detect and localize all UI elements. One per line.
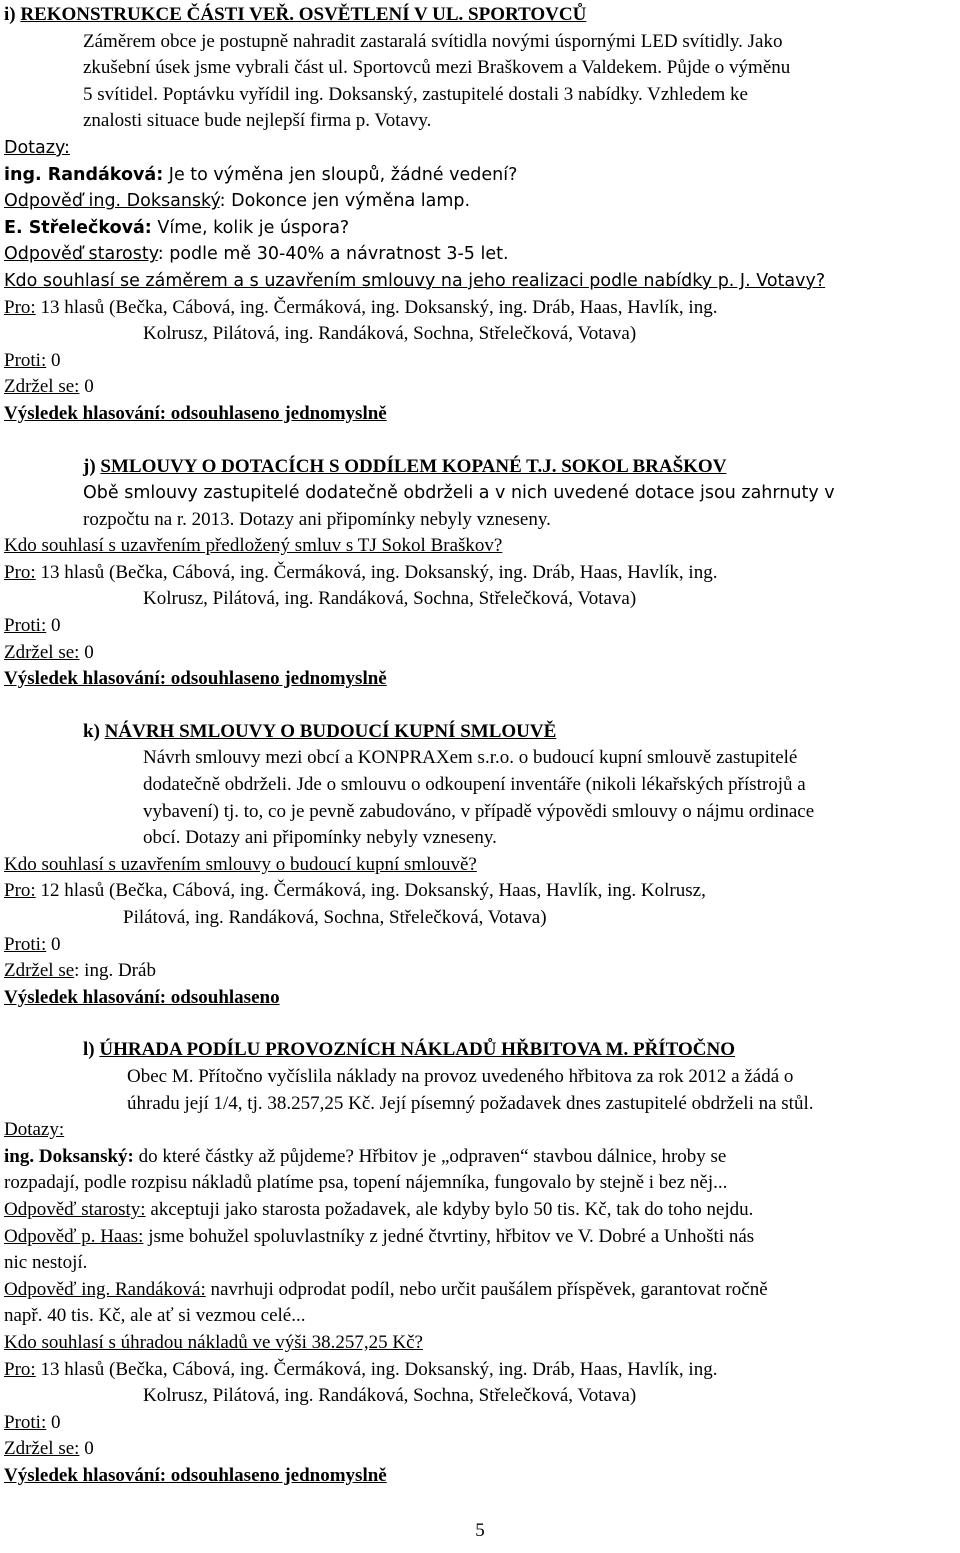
text-run: Víme, kolik je úspora? bbox=[151, 217, 350, 238]
text-run: Výsledek hlasování: odsouhlaseno jednomyslně bbox=[4, 402, 387, 424]
text-line bbox=[4, 1463, 960, 1490]
text-run: : podle mě 30-40% a návratnost 3-5 let. bbox=[157, 244, 509, 265]
text-run: do které částky až půjdeme? Hřbitov je „odpraven“ stavbou dálnice, hroby se bbox=[133, 1145, 727, 1167]
text-run: ing. Doksanský: bbox=[4, 1145, 134, 1167]
text-run: SMLOUVY O DOTACÍCH S ODDÍLEM KOPANÉ T.J. SOKOL BRAŠKOV bbox=[100, 455, 727, 477]
text-run: Pro: bbox=[4, 880, 36, 902]
text-line bbox=[4, 1091, 960, 1118]
text-line bbox=[4, 932, 960, 959]
text-run: 13 hlasů (Bečka, Cábová, ing. Čermáková, ing. Doksanský, ing. Dráb, Haas, Havlík, ing. bbox=[35, 296, 718, 318]
text-run: 0 bbox=[79, 641, 94, 663]
text-run: znalosti situace bude nejlepší firma p. Votavy. bbox=[83, 110, 432, 132]
text-line bbox=[4, 1170, 960, 1197]
text-run: Pro: bbox=[4, 296, 36, 318]
text-run: obcí. Dotazy ani připomínky nebyly vzneseny. bbox=[143, 827, 497, 849]
text-line bbox=[4, 745, 960, 772]
text-line bbox=[4, 321, 960, 348]
text-line bbox=[4, 108, 960, 135]
text-run: E. Střelečková: bbox=[4, 217, 152, 238]
text-run: akceptuji jako starosta požadavek, ale kdyby bylo 50 tis. Kč, tak do toho nejdu. bbox=[145, 1198, 754, 1220]
text-line bbox=[4, 958, 960, 985]
section-spacer bbox=[4, 693, 960, 719]
text-run: Pro: bbox=[4, 561, 36, 583]
text-run: zkušební úsek jsme vybrali část ul. Sportovců mezi Braškovem a Valdekem. Půjde o výměnu bbox=[83, 57, 791, 79]
section-heading bbox=[4, 2, 960, 29]
text-line bbox=[4, 1357, 960, 1384]
text-run: j) bbox=[83, 455, 101, 477]
text-run: Kdo souhlasí s uzavřením předložený smluv s TJ Sokol Braškov? bbox=[4, 535, 503, 557]
text-run: Pro: bbox=[4, 1358, 36, 1380]
text-line bbox=[4, 82, 960, 109]
section-heading bbox=[4, 719, 960, 746]
text-run: Obec M. Přítočno vyčíslila náklady na provoz uvedeného hřbitova za rok 2012 a žádá o bbox=[127, 1065, 794, 1087]
text-line bbox=[4, 852, 960, 879]
text-run: Dotazy: bbox=[4, 137, 70, 158]
text-line bbox=[4, 560, 960, 587]
text-line bbox=[4, 640, 960, 667]
text-run: 0 bbox=[79, 1438, 94, 1460]
text-line bbox=[4, 799, 960, 826]
text-line bbox=[4, 1410, 960, 1437]
section-spacer bbox=[4, 428, 960, 454]
document-body bbox=[4, 2, 960, 1489]
text-run: 0 bbox=[46, 349, 61, 371]
text-line bbox=[4, 268, 960, 295]
text-run: 5 svítidel. Poptávku vyřídil ing. Doksanský, zastupitelé dostali 3 nabídky. Vzhledem ke bbox=[83, 83, 748, 105]
text-run: Kdo souhlasí s úhradou nákladů ve výši 38.257,25 Kč? bbox=[4, 1331, 423, 1353]
text-run: Odpověď p. Haas: bbox=[4, 1225, 144, 1247]
text-run: Kolrusz, Pilátová, ing. Randáková, Sochna, Střelečková, Votava) bbox=[143, 588, 637, 610]
text-run: 0 bbox=[46, 933, 61, 955]
text-line bbox=[4, 985, 960, 1012]
text-run: Dotazy: bbox=[4, 1119, 65, 1141]
text-run: Proti: bbox=[4, 1411, 47, 1433]
text-run: 0 bbox=[46, 1411, 61, 1433]
page-number: 5 bbox=[475, 1520, 485, 1542]
text-line bbox=[4, 1383, 960, 1410]
text-line bbox=[4, 1064, 960, 1091]
text-run: Zdržel se: bbox=[4, 641, 80, 663]
text-line bbox=[4, 135, 960, 162]
text-line bbox=[4, 507, 960, 534]
text-line bbox=[4, 533, 960, 560]
text-run: úhradu její 1/4, tj. 38.257,25 Kč. Její písemný požadavek dnes zastupitelé obdrželi na stůl. bbox=[127, 1092, 814, 1114]
text-run: Odpověď ing. Randáková: bbox=[4, 1278, 206, 1300]
text-line bbox=[4, 215, 960, 242]
text-line bbox=[4, 1330, 960, 1357]
text-line bbox=[4, 1197, 960, 1224]
text-line bbox=[4, 1250, 960, 1277]
text-run: např. 40 tis. Kč, ale ať si vezmou celé... bbox=[4, 1305, 306, 1327]
text-line bbox=[4, 1303, 960, 1330]
section-spacer bbox=[4, 1011, 960, 1037]
text-run: Kdo souhlasí se záměrem a s uzavřením smlouvy na jeho realizaci podle nabídky p. J. Votavy? bbox=[4, 270, 826, 291]
text-run: Proti: bbox=[4, 615, 47, 637]
text-run: jsme bohužel spoluvlastníky z jedné čtvrtiny, hřbitov ve V. Dobré a Unhošti nás bbox=[143, 1225, 755, 1247]
section-l bbox=[4, 1037, 960, 1489]
text-line bbox=[4, 1144, 960, 1171]
text-run: Zdržel se bbox=[4, 960, 75, 982]
text-run: 13 hlasů (Bečka, Cábová, ing. Čermáková, ing. Doksanský, ing. Dráb, Haas, Havlík, ing. bbox=[35, 561, 718, 583]
text-run: rozpadají, podle rozpisu nákladů platíme psa, topení nájemníka, fungovalo by stejně i bez něj... bbox=[4, 1172, 728, 1194]
text-run: Odpověď starosty bbox=[4, 244, 158, 265]
text-line bbox=[4, 586, 960, 613]
text-line bbox=[4, 188, 960, 215]
text-line bbox=[4, 1436, 960, 1463]
text-run: 0 bbox=[46, 615, 61, 637]
text-run: Zdržel se: bbox=[4, 1438, 80, 1460]
text-run: Zdržel se: bbox=[4, 376, 80, 398]
text-line bbox=[4, 162, 960, 189]
text-run: Pilátová, ing. Randáková, Sochna, Střelečková, Votava) bbox=[123, 907, 547, 928]
text-run: ing. Randáková: bbox=[4, 164, 164, 185]
text-run: Kdo souhlasí s uzavřením smlouvy o budoucí kupní smlouvě? bbox=[4, 853, 477, 875]
text-line bbox=[4, 295, 960, 322]
text-run: Odpověď starosty: bbox=[4, 1198, 146, 1220]
text-run: Výsledek hlasování: odsouhlaseno bbox=[4, 986, 280, 1008]
text-run: REKONSTRUKCE ČÁSTI VEŘ. OSVĚTLENÍ V UL. SPORTOVCŮ bbox=[20, 4, 587, 25]
text-run: Kolrusz, Pilátová, ing. Randáková, Sochna, Střelečková, Votava) bbox=[143, 1385, 637, 1407]
text-run: ÚHRADA PODÍLU PROVOZNÍCH NÁKLADŮ HŘBITOVA M. PŘÍTOČNO bbox=[99, 1039, 736, 1061]
text-line bbox=[4, 29, 960, 56]
text-run: Odpověď ing. Doksanský bbox=[4, 191, 220, 212]
text-line bbox=[4, 374, 960, 401]
text-run: nic nestojí. bbox=[4, 1252, 88, 1274]
text-run: Výsledek hlasování: odsouhlaseno jednomyslně bbox=[4, 1464, 387, 1486]
section-heading bbox=[4, 1037, 960, 1064]
text-run: 12 hlasů (Bečka, Cábová, ing. Čermáková, ing. Doksanský, Haas, Havlík, ing. Kolrusz, bbox=[35, 880, 706, 902]
text-run: Proti: bbox=[4, 349, 47, 371]
text-run: 13 hlasů (Bečka, Cábová, ing. Čermáková, ing. Doksanský, ing. Dráb, Haas, Havlík, ing. bbox=[35, 1358, 718, 1380]
text-line bbox=[4, 772, 960, 799]
text-line bbox=[4, 348, 960, 375]
text-run: Výsledek hlasování: odsouhlaseno jednomyslně bbox=[4, 668, 387, 690]
text-run: : Dokonce jen výměna lamp. bbox=[219, 191, 471, 212]
text-run: Je to výměna jen sloupů, žádné vedení? bbox=[163, 164, 518, 185]
text-line bbox=[4, 905, 960, 932]
section-j bbox=[4, 454, 960, 693]
text-run: Obě smlouvy zastupitelé dodatečně obdrželi a v nich uvedené dotace jsou zahrnuty v bbox=[83, 483, 835, 504]
section-heading bbox=[4, 454, 960, 481]
text-line bbox=[4, 666, 960, 693]
text-line bbox=[4, 55, 960, 82]
text-run: rozpočtu na r. 2013. Dotazy ani připomínky nebyly vzneseny. bbox=[83, 508, 551, 530]
section-i bbox=[4, 2, 960, 428]
section-k bbox=[4, 719, 960, 1012]
text-line bbox=[4, 241, 960, 268]
text-run: NÁVRH SMLOUVY O BUDOUCÍ KUPNÍ SMLOUVĚ bbox=[104, 720, 557, 742]
text-run: dodatečně obdrželi. Jde o smlouvu o odkoupení inventáře (nikoli lékařských přístrojů a bbox=[143, 774, 806, 796]
text-run: Proti: bbox=[4, 933, 47, 955]
text-run: l) bbox=[83, 1039, 100, 1061]
text-line bbox=[4, 825, 960, 852]
text-run: vybavení) tj. to, co je pevně zabudováno, v případě výpovědi smlouvy o nájmu ordinace bbox=[143, 800, 815, 822]
text-line bbox=[4, 1224, 960, 1251]
text-run: i) bbox=[4, 4, 21, 25]
text-run: navrhuji odprodat podíl, nebo určit paušálem příspěvek, garantovat ročně bbox=[205, 1278, 768, 1300]
text-line bbox=[4, 878, 960, 905]
text-line bbox=[4, 1117, 960, 1144]
text-run: : ing. Dráb bbox=[74, 960, 156, 982]
text-line bbox=[4, 613, 960, 640]
text-run: Návrh smlouvy mezi obcí a KONPRAXem s.r.o. o budoucí kupní smlouvě zastupitelé bbox=[143, 747, 798, 769]
text-line bbox=[4, 401, 960, 428]
text-line bbox=[4, 1277, 960, 1304]
text-line bbox=[4, 480, 960, 507]
text-run: 0 bbox=[79, 376, 94, 398]
text-run: Záměrem obce je postupně nahradit zastaralá svítidla novými úspornými LED svítidly. Jako bbox=[83, 30, 783, 52]
text-run: Kolrusz, Pilátová, ing. Randáková, Sochna, Střelečková, Votava) bbox=[143, 323, 637, 345]
text-run: k) bbox=[83, 720, 105, 742]
